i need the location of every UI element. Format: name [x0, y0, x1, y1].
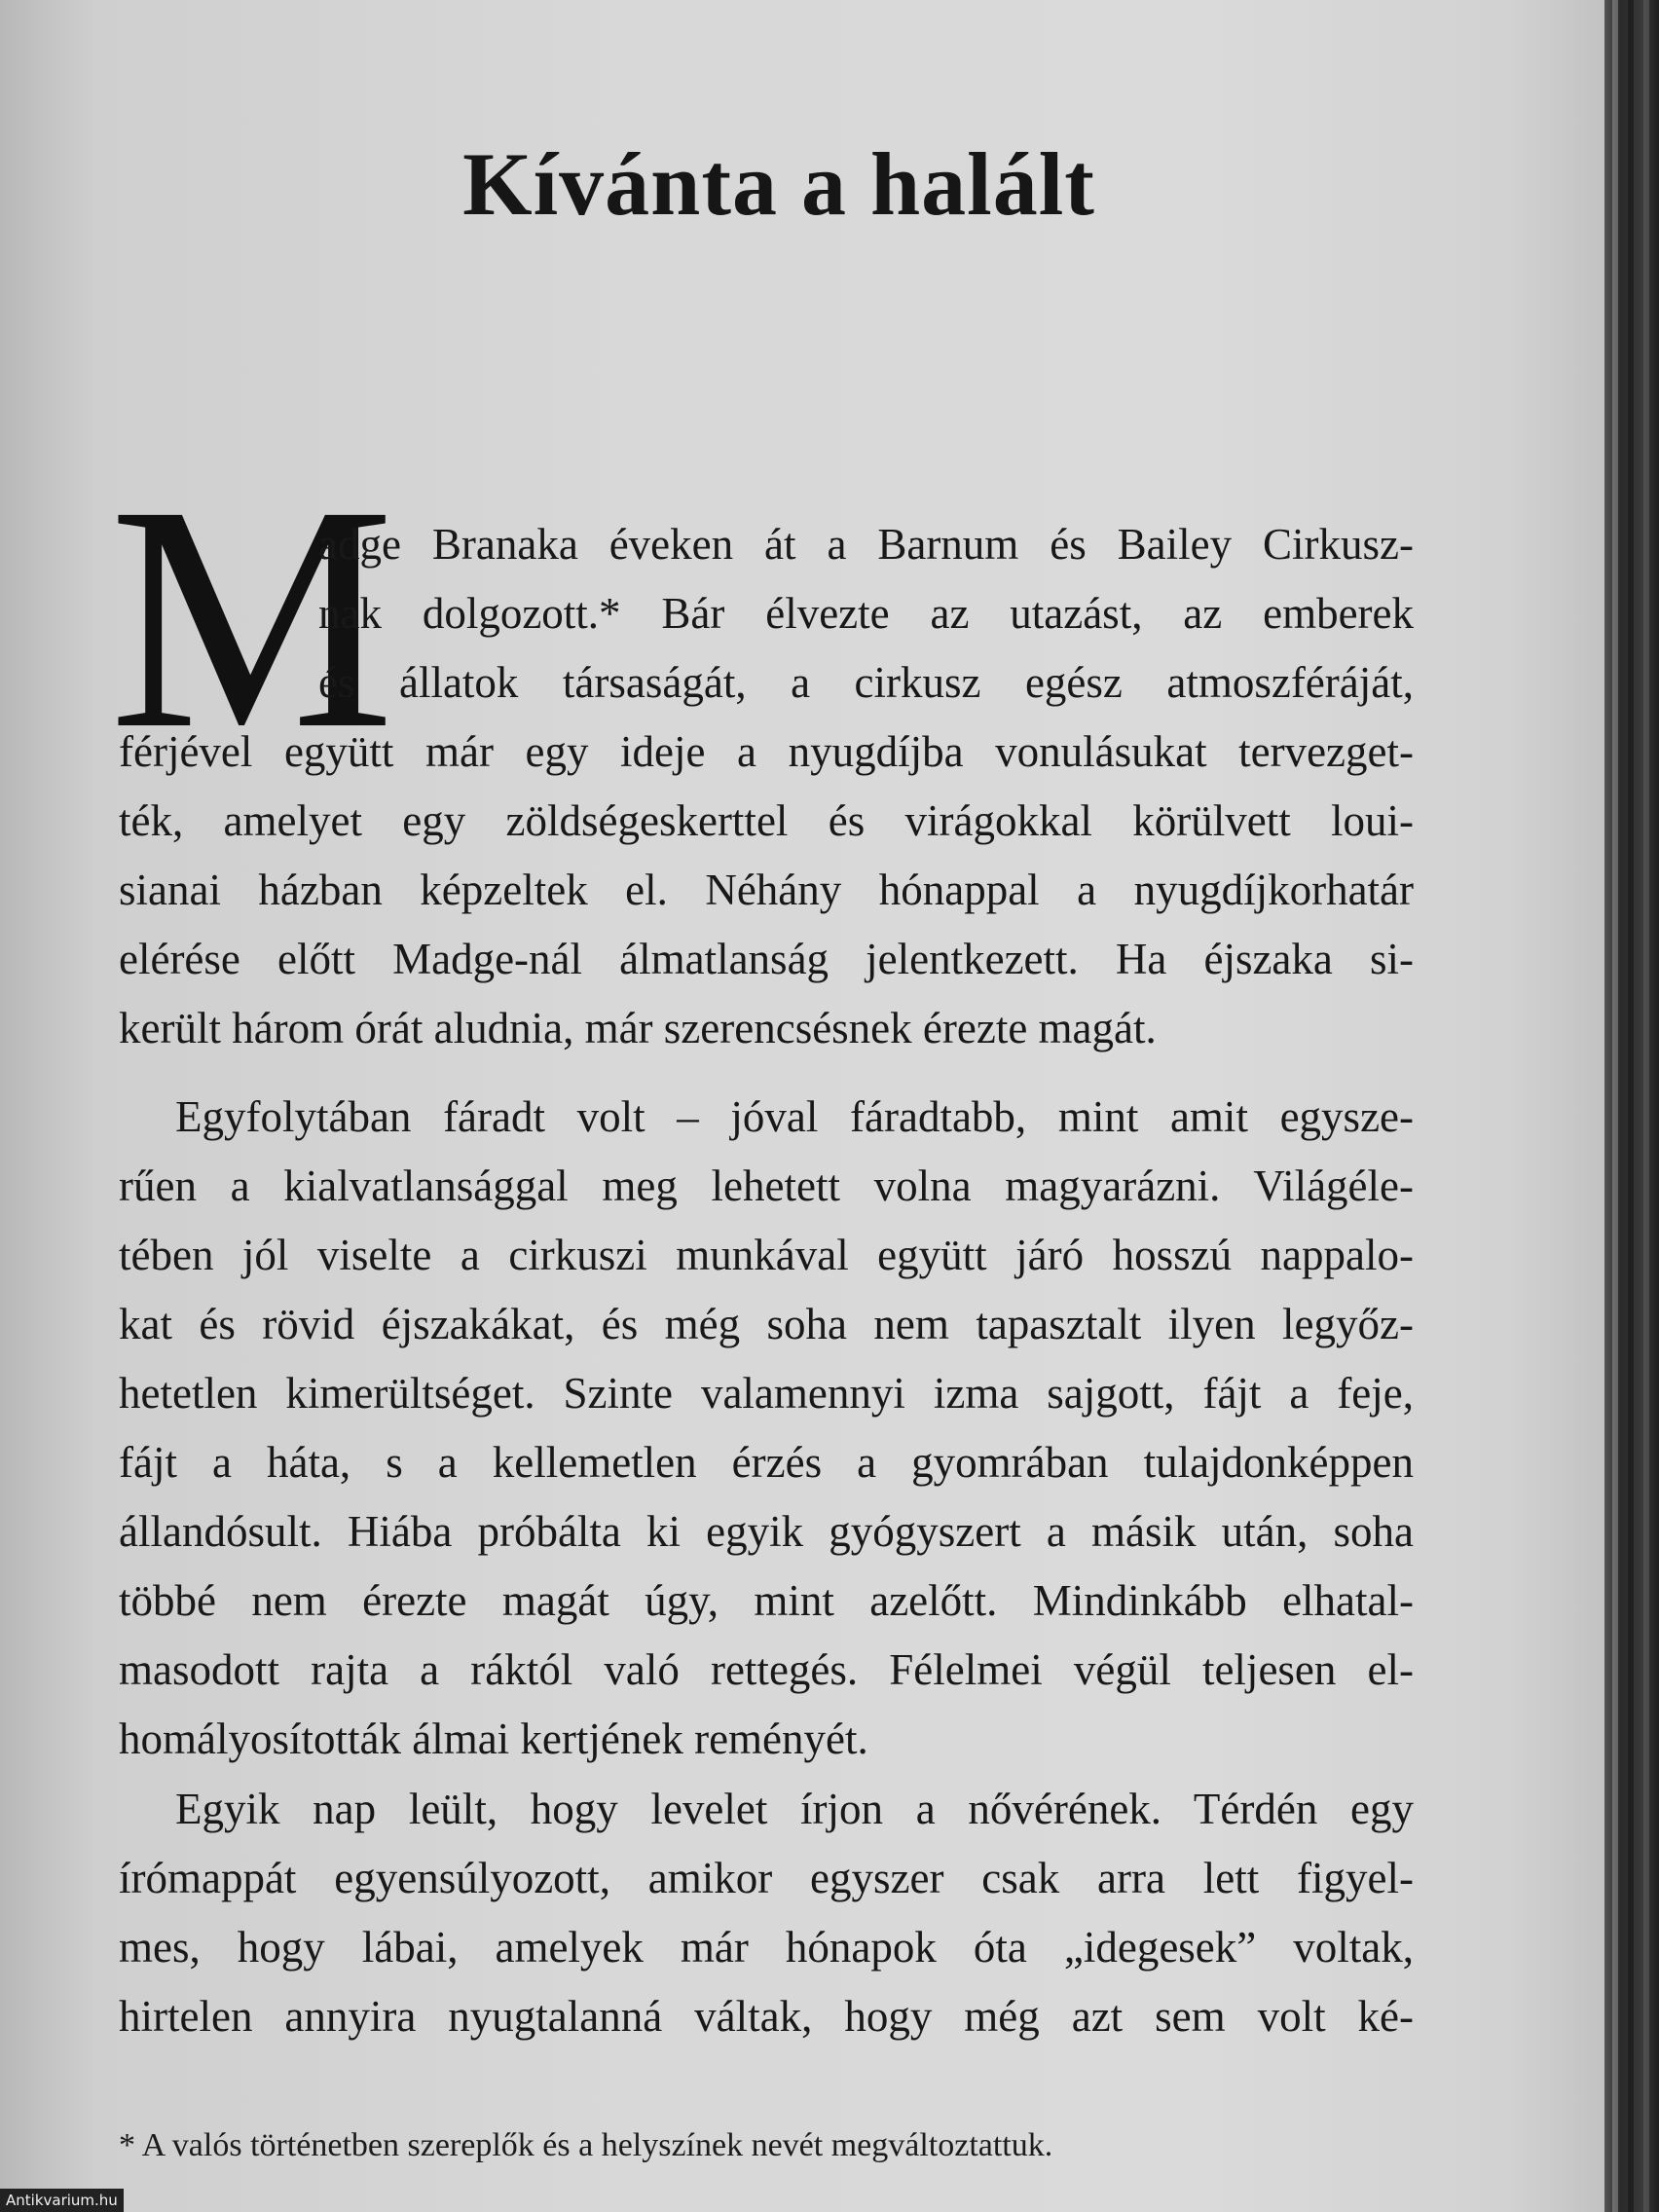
text-line: fájt a háta, s a kellemetlen érzés a gyomrában tulajdonképpen: [119, 1438, 1414, 1487]
text-line: mes, hogy lábai, amelyek már hónapok óta „idegesek” voltak,: [119, 1923, 1414, 1972]
text-line: adge Branaka éveken át a Barnum és Bailey Cirkusz-: [318, 520, 1414, 569]
drop-cap: M: [109, 440, 395, 795]
text-line: kat és rövid éjszakákat, és még soha nem tapasztalt ilyen legyőz-: [119, 1300, 1414, 1348]
text-line: sianai házban képzeltek el. Néhány hónappal a nyugdíjkorhatár: [119, 866, 1414, 914]
text-line: rűen a kialvatlansággal meg lehetett volna magyarázni. Világéle-: [119, 1161, 1414, 1210]
text-line: tében jól viselte a cirkuszi munkával együtt járó hosszú nappalo-: [119, 1231, 1414, 1279]
text-line: homályosították álmai kertjének reményét.: [119, 1714, 868, 1763]
text-line: írómappát egyensúlyozott, amikor egyszer csak arra lett figyel-: [119, 1854, 1414, 1902]
gutter-edge: [1643, 0, 1649, 2212]
text-line: Egyik nap leült, hogy levelet írjon a nővérének. Térdén egy: [175, 1785, 1414, 1833]
text-line: férjével együtt már egy ideje a nyugdíjba vonulásukat tervezget-: [119, 727, 1414, 776]
chapter-title: Kívánta a halált: [462, 133, 1095, 234]
text-line: masodott rajta a ráktól való rettegés. Félelmei végül teljesen el-: [119, 1645, 1414, 1694]
footnote: * A valós történetben szereplők és a helyszínek nevét megváltoztattuk.: [119, 2127, 1053, 2163]
paragraph-2: [119, 1083, 1414, 1774]
text-line: elérése előtt Madge-nál álmatlanság jelentkezett. Ha éjszaka si-: [119, 935, 1414, 983]
text-line: Egyfolytában fáradt volt – jóval fáradtabb, mint amit egysze-: [175, 1092, 1414, 1141]
text-line: nak dolgozott.* Bár élvezte az utazást, az emberek: [318, 589, 1414, 638]
gutter-edge: [1612, 0, 1618, 2212]
paragraph-3: [119, 1775, 1414, 2051]
text-line: és állatok társaságát, a cirkusz egész atmoszféráját,: [318, 658, 1414, 707]
text-line: többé nem érezte magát úgy, mint azelőtt. Mindinkább elhatal-: [119, 1576, 1414, 1625]
text-line: állandósult. Hiába próbálta ki egyik gyógyszert a másik után, soha: [119, 1507, 1414, 1556]
text-line: ték, amelyet egy zöldségeskerttel és virágokkal körülvett loui-: [119, 796, 1414, 845]
book-gutter: [1604, 0, 1659, 2212]
gutter-edge: [1628, 0, 1634, 2212]
text-line: hirtelen annyira nyugtalanná váltak, hogy még azt sem volt ké-: [119, 1992, 1414, 2041]
watermark: Antikvarium.hu: [0, 2189, 124, 2212]
paragraph-1: [119, 510, 1414, 1063]
text-line: hetetlen kimerültséget. Szinte valamennyi izma sajgott, fájt a feje,: [119, 1369, 1414, 1418]
text-line: került három órát aludnia, már szerencsésnek érezte magát.: [119, 1004, 1157, 1052]
